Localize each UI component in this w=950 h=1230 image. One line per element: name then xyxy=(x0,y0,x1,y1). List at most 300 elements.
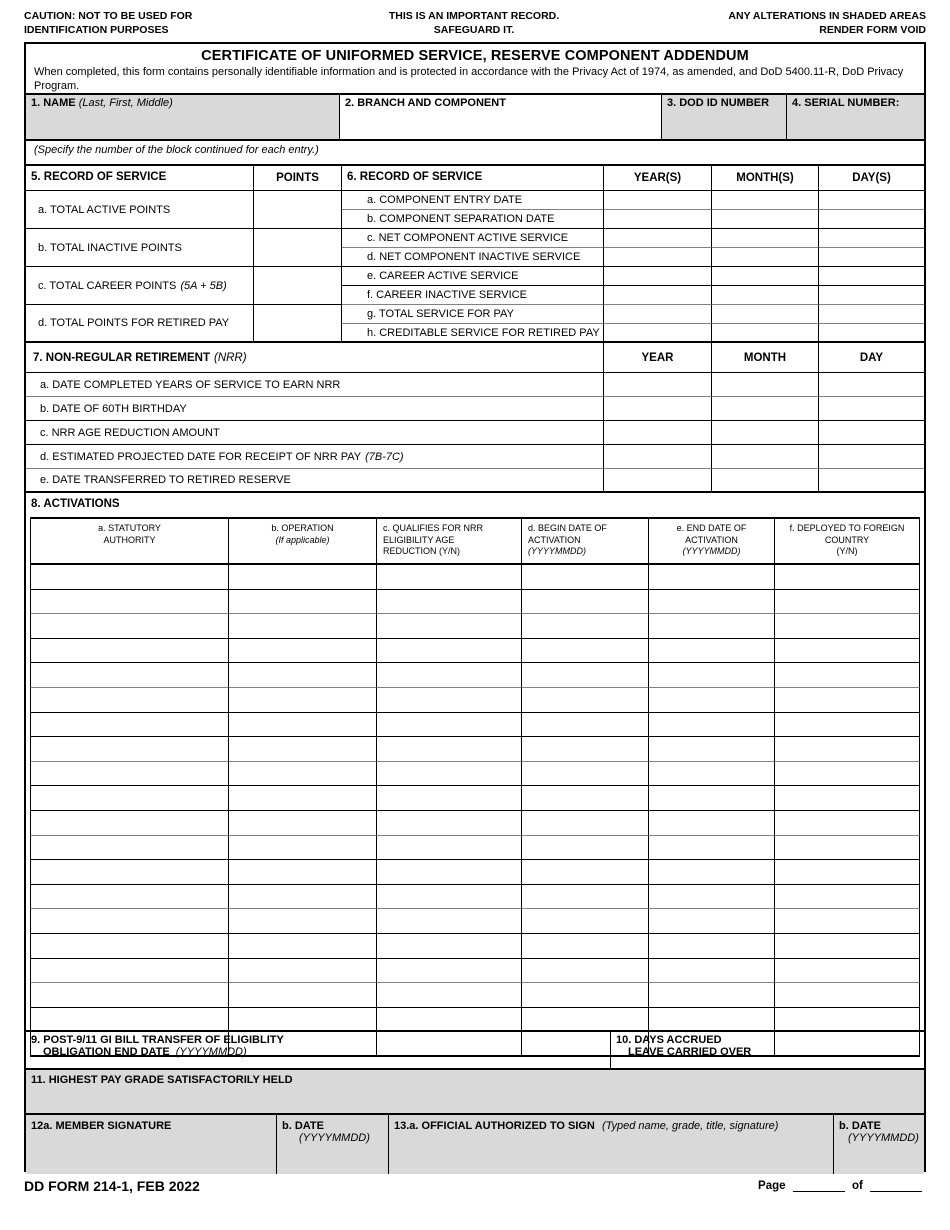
field-member-signature[interactable] xyxy=(26,1115,277,1174)
val xyxy=(819,324,924,341)
act-cell-operation[interactable] xyxy=(229,688,377,713)
act-cell-operation[interactable] xyxy=(229,811,377,836)
form-body xyxy=(24,42,926,1172)
val xyxy=(712,248,818,266)
field-serial-number[interactable] xyxy=(787,95,924,141)
act-col-b-line2: (If applicable) xyxy=(275,534,330,545)
act-cell-begin-date[interactable] xyxy=(522,713,649,738)
input-nrr-d-month[interactable] xyxy=(712,445,819,469)
official-signature-label: 13.a. OFFICIAL AUTHORIZED TO SIGN xyxy=(394,1120,595,1132)
row-nrr-transferred-label: e. DATE TRANSFERRED TO RETIRED RESERVE xyxy=(40,474,291,486)
act-cell-end-date[interactable] xyxy=(649,934,775,959)
important-record-notice xyxy=(314,10,634,37)
act-cell-operation[interactable] xyxy=(229,737,377,762)
act-cell-end-date[interactable] xyxy=(649,836,775,861)
input-nrr-d-year[interactable] xyxy=(604,445,712,469)
val xyxy=(819,421,924,444)
official-date-label: b. DATE xyxy=(839,1120,881,1132)
act-cell-qualifies-nrr[interactable] xyxy=(377,688,522,713)
section-7-title: 7. NON-REGULAR RETIREMENT xyxy=(33,351,210,364)
act-cell-begin-date[interactable] xyxy=(522,590,649,615)
val xyxy=(604,469,711,491)
privacy-statement: When completed, this form contains personally identifiable information and is protected in accordance with the Privacy Act of 1974, as amended, and DoD 5400.11-R, DoD Privacy Program. xyxy=(34,66,904,92)
act-cell-begin-date[interactable] xyxy=(522,959,649,984)
act-cell-qualifies-nrr[interactable] xyxy=(377,909,522,934)
val xyxy=(604,248,711,266)
act-cell-begin-date[interactable] xyxy=(522,762,649,787)
act-cell-begin-date[interactable] xyxy=(522,663,649,688)
val xyxy=(712,210,818,228)
act-cell-qualifies-nrr[interactable] xyxy=(377,737,522,762)
act-cell-operation[interactable] xyxy=(229,885,377,910)
act-cell-operation[interactable] xyxy=(229,909,377,934)
act-cell-statutory-authority[interactable] xyxy=(30,1008,229,1033)
row-total-career-points xyxy=(26,267,254,305)
input-nrr-a-day[interactable] xyxy=(819,373,924,397)
act-cell-statutory-authority[interactable] xyxy=(30,590,229,615)
act-col-f-line3: (Y/N) xyxy=(836,546,858,556)
row-net-component-inactive-service xyxy=(342,248,604,267)
title-block xyxy=(26,44,924,95)
act-cell-deployed-foreign[interactable] xyxy=(775,1008,920,1033)
act-col-c-line1: c. QUALIFIES FOR NRR xyxy=(383,523,484,533)
field-branch-value xyxy=(340,109,661,111)
input-career-inactive-month[interactable] xyxy=(712,286,819,305)
val xyxy=(604,445,711,468)
row-net-component-active-service xyxy=(342,229,604,248)
input-total-career-points-value xyxy=(254,267,341,304)
act-cell-end-date[interactable] xyxy=(649,959,775,984)
page-number-input[interactable] xyxy=(793,1191,845,1192)
act-cell-operation[interactable] xyxy=(229,983,377,1008)
val xyxy=(819,229,924,247)
act-cell-deployed-foreign[interactable] xyxy=(775,836,920,861)
act-cell-deployed-foreign[interactable] xyxy=(775,959,920,984)
nrr-col-day-label: DAY xyxy=(859,351,884,364)
act-cell-deployed-foreign[interactable] xyxy=(775,590,920,615)
act-cell-deployed-foreign[interactable] xyxy=(775,663,920,688)
act-cell-deployed-foreign[interactable] xyxy=(775,885,920,910)
field-days-accrued-leave[interactable] xyxy=(611,1030,924,1070)
row-component-separation-date-label: b. COMPONENT SEPARATION DATE xyxy=(367,213,555,225)
val xyxy=(712,191,818,209)
official-date-hint: (YYYYMMDD) xyxy=(848,1132,919,1144)
act-cell-statutory-authority[interactable] xyxy=(30,639,229,664)
input-nrr-b-day[interactable] xyxy=(819,397,924,421)
val xyxy=(819,248,924,266)
val xyxy=(712,324,818,341)
act-cell-begin-date[interactable] xyxy=(522,688,649,713)
act-col-qualifies-nrr xyxy=(377,517,522,565)
act-cell-operation[interactable] xyxy=(229,663,377,688)
act-cell-begin-date[interactable] xyxy=(522,909,649,934)
act-cell-statutory-authority[interactable] xyxy=(30,909,229,934)
section-6-title: 6. RECORD OF SERVICE xyxy=(347,171,483,183)
act-cell-qualifies-nrr[interactable] xyxy=(377,934,522,959)
act-col-statutory-authority xyxy=(30,517,229,565)
act-cell-qualifies-nrr[interactable] xyxy=(377,1008,522,1033)
input-nrr-e-month[interactable] xyxy=(712,469,819,493)
row-total-active-points-label: a. TOTAL ACTIVE POINTS xyxy=(38,203,171,216)
row-total-inactive-points xyxy=(26,229,254,267)
caution-banner xyxy=(24,10,926,38)
act-cell-statutory-authority[interactable] xyxy=(30,614,229,639)
val xyxy=(712,373,818,396)
nrr-col-header-year xyxy=(604,343,712,373)
act-cell-deployed-foreign[interactable] xyxy=(775,639,920,664)
input-nrr-c-year[interactable] xyxy=(604,421,712,445)
row-total-inactive-points-label: b. TOTAL INACTIVE POINTS xyxy=(38,241,182,254)
row-career-active-service xyxy=(342,267,604,286)
input-total-points-retired-pay[interactable] xyxy=(254,305,342,343)
row-creditable-service-retired-pay xyxy=(342,324,604,343)
official-signature-value xyxy=(389,1132,833,1134)
act-cell-statutory-authority[interactable] xyxy=(30,885,229,910)
act-cell-deployed-foreign[interactable] xyxy=(775,614,920,639)
col-header-months xyxy=(712,166,819,191)
act-cell-end-date[interactable] xyxy=(649,1008,775,1033)
row-component-entry-date-label: a. COMPONENT ENTRY DATE xyxy=(367,194,523,206)
act-cell-begin-date[interactable] xyxy=(522,639,649,664)
input-total-service-pay-month[interactable] xyxy=(712,305,819,324)
post911-label-line1: 9. POST-9/11 GI BILL TRANSFER OF ELIGIBLITY xyxy=(31,1034,284,1046)
warning-line2: RENDER FORM VOID xyxy=(819,23,926,36)
act-cell-end-date[interactable] xyxy=(649,688,775,713)
caution-left-line2: IDENTIFICATION PURPOSES xyxy=(24,23,169,36)
act-cell-end-date[interactable] xyxy=(649,663,775,688)
act-cell-statutory-authority[interactable] xyxy=(30,836,229,861)
section-5-title: 5. RECORD OF SERVICE xyxy=(31,171,167,183)
field-dod-id[interactable] xyxy=(662,95,787,141)
input-career-active-day[interactable] xyxy=(819,267,924,286)
alterations-warning xyxy=(728,10,926,37)
pay-grade-value xyxy=(26,1086,924,1088)
act-cell-qualifies-nrr[interactable] xyxy=(377,713,522,738)
act-cell-end-date[interactable] xyxy=(649,737,775,762)
input-career-inactive-day[interactable] xyxy=(819,286,924,305)
nrr-col-header-month xyxy=(712,343,819,373)
row-nrr-age-reduction xyxy=(26,421,604,445)
row-total-career-points-label: c. TOTAL CAREER POINTS xyxy=(38,279,177,292)
act-cell-statutory-authority[interactable] xyxy=(30,713,229,738)
input-nrr-b-month[interactable] xyxy=(712,397,819,421)
val xyxy=(819,210,924,228)
act-cell-deployed-foreign[interactable] xyxy=(775,983,920,1008)
act-col-d-line3: (YYYYMMDD) xyxy=(528,546,586,556)
official-signature-hint: (Typed name, grade, title, signature) xyxy=(601,1120,779,1132)
act-cell-deployed-foreign[interactable] xyxy=(775,909,920,934)
input-net-component-active-day[interactable] xyxy=(819,229,924,248)
page-total-input[interactable] xyxy=(870,1191,922,1192)
row-creditable-service-label: h. CREDITABLE SERVICE FOR RETIRED PAY xyxy=(367,326,600,339)
act-cell-end-date[interactable] xyxy=(649,614,775,639)
act-cell-begin-date[interactable] xyxy=(522,885,649,910)
act-cell-end-date[interactable] xyxy=(649,860,775,885)
input-nrr-b-year[interactable] xyxy=(604,397,712,421)
member-date-label: b. DATE xyxy=(282,1120,324,1132)
row-total-career-points-formula: (5A + 5B) xyxy=(180,279,227,292)
act-cell-end-date[interactable] xyxy=(649,639,775,664)
field-dod-id-label: 3. DOD ID NUMBER xyxy=(667,97,770,109)
input-creditable-service-day[interactable] xyxy=(819,324,924,343)
input-nrr-e-day[interactable] xyxy=(819,469,924,493)
input-nrr-c-month[interactable] xyxy=(712,421,819,445)
input-component-entry-date-day[interactable] xyxy=(819,191,924,210)
val xyxy=(819,191,924,209)
input-total-points-retired-pay-value xyxy=(254,305,341,341)
act-cell-operation[interactable] xyxy=(229,836,377,861)
input-net-component-inactive-year[interactable] xyxy=(604,248,712,267)
field-official-signature[interactable] xyxy=(389,1115,834,1174)
field-serial-value xyxy=(787,109,924,111)
act-cell-statutory-authority[interactable] xyxy=(30,860,229,885)
val xyxy=(712,229,818,247)
input-career-inactive-year[interactable] xyxy=(604,286,712,305)
act-cell-qualifies-nrr[interactable] xyxy=(377,836,522,861)
act-cell-end-date[interactable] xyxy=(649,565,775,590)
act-cell-end-date[interactable] xyxy=(649,786,775,811)
act-cell-operation[interactable] xyxy=(229,614,377,639)
act-cell-operation[interactable] xyxy=(229,639,377,664)
act-col-a-line2: AUTHORITY xyxy=(103,534,156,545)
row-nrr-60th-birthday-label: b. DATE OF 60TH BIRTHDAY xyxy=(40,402,187,415)
act-cell-qualifies-nrr[interactable] xyxy=(377,639,522,664)
input-total-inactive-points[interactable] xyxy=(254,229,342,267)
input-total-career-points[interactable] xyxy=(254,267,342,305)
field-branch-component[interactable] xyxy=(340,95,662,141)
form-footer xyxy=(24,1178,926,1208)
act-cell-operation[interactable] xyxy=(229,762,377,787)
leave-label-line1: 10. DAYS ACCRUED xyxy=(616,1034,722,1046)
act-cell-statutory-authority[interactable] xyxy=(30,983,229,1008)
input-creditable-service-year[interactable] xyxy=(604,324,712,343)
val xyxy=(712,469,818,491)
leave-label-line2: LEAVE CARRIED OVER xyxy=(628,1046,752,1058)
act-cell-statutory-authority[interactable] xyxy=(30,762,229,787)
val xyxy=(712,445,818,468)
act-cell-deployed-foreign[interactable] xyxy=(775,934,920,959)
act-cell-begin-date[interactable] xyxy=(522,786,649,811)
input-component-separation-date-year[interactable] xyxy=(604,210,712,229)
input-total-inactive-points-value xyxy=(254,229,341,266)
act-col-d-line2: ACTIVATION xyxy=(528,534,581,545)
act-cell-end-date[interactable] xyxy=(649,811,775,836)
row-nrr-transferred-retired-reserve xyxy=(26,469,604,493)
input-nrr-c-day[interactable] xyxy=(819,421,924,445)
input-creditable-service-month[interactable] xyxy=(712,324,819,343)
val xyxy=(819,445,924,468)
act-cell-begin-date[interactable] xyxy=(522,860,649,885)
act-cell-begin-date[interactable] xyxy=(522,934,649,959)
act-cell-statutory-authority[interactable] xyxy=(30,688,229,713)
input-component-entry-date-month[interactable] xyxy=(712,191,819,210)
col-header-years xyxy=(604,166,712,191)
act-cell-qualifies-nrr[interactable] xyxy=(377,983,522,1008)
act-cell-operation[interactable] xyxy=(229,786,377,811)
act-cell-statutory-authority[interactable] xyxy=(30,959,229,984)
input-net-component-active-month[interactable] xyxy=(712,229,819,248)
act-cell-begin-date[interactable] xyxy=(522,737,649,762)
row-nrr-date-completed xyxy=(26,373,604,397)
caution-left xyxy=(24,10,192,37)
act-cell-end-date[interactable] xyxy=(649,762,775,787)
act-cell-deployed-foreign[interactable] xyxy=(775,565,920,590)
act-col-c-line3: REDUCTION (Y/N) xyxy=(383,546,460,556)
act-col-operation xyxy=(229,517,377,565)
val xyxy=(712,397,818,420)
act-cell-deployed-foreign[interactable] xyxy=(775,688,920,713)
row-nrr-60th-birthday xyxy=(26,397,604,421)
act-cell-qualifies-nrr[interactable] xyxy=(377,786,522,811)
act-cell-statutory-authority[interactable] xyxy=(30,737,229,762)
col-header-years-label: YEAR(S) xyxy=(633,172,682,184)
val xyxy=(819,286,924,304)
val xyxy=(604,210,711,228)
row-component-entry-date xyxy=(342,191,604,210)
act-cell-operation[interactable] xyxy=(229,934,377,959)
act-cell-qualifies-nrr[interactable] xyxy=(377,959,522,984)
page-number-area xyxy=(758,1180,926,1192)
val xyxy=(712,421,818,444)
continuation-note-text: (Specify the number of the block continued for each entry.) xyxy=(34,144,319,156)
row-total-points-retired-pay-label: d. TOTAL POINTS FOR RETIRED PAY xyxy=(38,317,230,329)
act-cell-begin-date[interactable] xyxy=(522,1008,649,1033)
act-cell-begin-date[interactable] xyxy=(522,983,649,1008)
act-cell-begin-date[interactable] xyxy=(522,565,649,590)
input-net-component-inactive-day[interactable] xyxy=(819,248,924,267)
row-component-separation-date xyxy=(342,210,604,229)
act-cell-qualifies-nrr[interactable] xyxy=(377,565,522,590)
notice-line1: THIS IS AN IMPORTANT RECORD. xyxy=(388,10,560,22)
field-serial-label: 4. SERIAL NUMBER: xyxy=(792,97,900,109)
input-total-active-points[interactable] xyxy=(254,191,342,229)
act-cell-statutory-authority[interactable] xyxy=(30,934,229,959)
val xyxy=(604,191,711,209)
page-title: CERTIFICATE OF UNIFORMED SERVICE, RESERVE COMPONENT ADDENDUM xyxy=(201,48,749,64)
val xyxy=(712,305,818,323)
act-cell-deployed-foreign[interactable] xyxy=(775,762,920,787)
field-dod-id-value xyxy=(662,109,786,111)
act-cell-begin-date[interactable] xyxy=(522,614,649,639)
act-cell-qualifies-nrr[interactable] xyxy=(377,762,522,787)
act-cell-deployed-foreign[interactable] xyxy=(775,737,920,762)
input-component-separation-date-day[interactable] xyxy=(819,210,924,229)
form-identifier: DD FORM 214-1, FEB 2022 xyxy=(24,1178,200,1194)
act-cell-operation[interactable] xyxy=(229,565,377,590)
act-cell-qualifies-nrr[interactable] xyxy=(377,885,522,910)
input-component-separation-date-month[interactable] xyxy=(712,210,819,229)
field-member-date[interactable] xyxy=(277,1115,389,1174)
act-cell-statutory-authority[interactable] xyxy=(30,565,229,590)
act-cell-operation[interactable] xyxy=(229,1008,377,1033)
input-nrr-d-day[interactable] xyxy=(819,445,924,469)
act-col-e-line1: e. END DATE OF xyxy=(676,523,747,533)
pay-grade-label: 11. HIGHEST PAY GRADE SATISFACTORILY HELD xyxy=(31,1074,293,1086)
col-header-months-label: MONTH(S) xyxy=(736,172,794,184)
section-8-header xyxy=(26,493,924,517)
act-cell-end-date[interactable] xyxy=(649,909,775,934)
act-cell-statutory-authority[interactable] xyxy=(30,811,229,836)
input-component-entry-date-year[interactable] xyxy=(604,191,712,210)
act-cell-end-date[interactable] xyxy=(649,983,775,1008)
input-net-component-active-year[interactable] xyxy=(604,229,712,248)
act-cell-deployed-foreign[interactable] xyxy=(775,713,920,738)
act-col-c-line2: ELIGIBILITY AGE xyxy=(383,534,455,545)
caution-left-line1: CAUTION: NOT TO BE USED FOR xyxy=(24,10,193,22)
val xyxy=(604,373,711,396)
act-cell-deployed-foreign[interactable] xyxy=(775,860,920,885)
input-nrr-e-year[interactable] xyxy=(604,469,712,493)
input-total-service-pay-day[interactable] xyxy=(819,305,924,324)
section-8-title: 8. ACTIVATIONS xyxy=(31,498,120,510)
field-name[interactable] xyxy=(26,95,340,141)
field-branch-label: 2. BRANCH AND COMPONENT xyxy=(345,97,506,109)
act-cell-begin-date[interactable] xyxy=(522,811,649,836)
section-7-title-abbr: (NRR) xyxy=(213,351,247,364)
act-col-f-line2: COUNTRY xyxy=(824,534,870,545)
input-nrr-a-month[interactable] xyxy=(712,373,819,397)
col-header-days-label: DAY(S) xyxy=(852,172,891,184)
act-cell-deployed-foreign[interactable] xyxy=(775,786,920,811)
act-cell-statutory-authority[interactable] xyxy=(30,786,229,811)
act-cell-end-date[interactable] xyxy=(649,713,775,738)
act-col-e-line2: ACTIVATION xyxy=(685,534,738,545)
nrr-col-year-label: YEAR xyxy=(641,351,674,364)
act-col-begin-date xyxy=(522,517,649,565)
official-date-value xyxy=(834,1144,924,1146)
field-post911-transfer[interactable] xyxy=(26,1030,611,1070)
act-cell-operation[interactable] xyxy=(229,860,377,885)
act-cell-operation[interactable] xyxy=(229,713,377,738)
field-official-date[interactable] xyxy=(834,1115,924,1174)
act-cell-qualifies-nrr[interactable] xyxy=(377,590,522,615)
act-col-end-date xyxy=(649,517,775,565)
val xyxy=(604,421,711,444)
row-net-component-active-service-label: c. NET COMPONENT ACTIVE SERVICE xyxy=(367,232,569,244)
field-highest-pay-grade[interactable] xyxy=(26,1070,924,1115)
notice-line2: SAFEGUARD IT. xyxy=(433,23,515,36)
row-nrr-projected-date-label: d. ESTIMATED PROJECTED DATE FOR RECEIPT OF NRR PAY xyxy=(40,450,362,463)
input-total-service-pay-year[interactable] xyxy=(604,305,712,324)
nrr-col-month-label: MONTH xyxy=(743,351,787,364)
act-cell-begin-date[interactable] xyxy=(522,836,649,861)
act-cell-operation[interactable] xyxy=(229,590,377,615)
act-cell-end-date[interactable] xyxy=(649,590,775,615)
val xyxy=(712,267,818,285)
act-col-deployed-foreign xyxy=(775,517,920,565)
act-cell-end-date[interactable] xyxy=(649,885,775,910)
post911-label-hint: (YYYYMMDD) xyxy=(175,1046,247,1058)
input-career-active-month[interactable] xyxy=(712,267,819,286)
row-total-points-retired-pay xyxy=(26,305,254,343)
input-career-active-year[interactable] xyxy=(604,267,712,286)
act-cell-statutory-authority[interactable] xyxy=(30,663,229,688)
section-6-header xyxy=(342,166,604,191)
act-cell-qualifies-nrr[interactable] xyxy=(377,811,522,836)
val xyxy=(819,305,924,323)
input-net-component-inactive-month[interactable] xyxy=(712,248,819,267)
act-cell-qualifies-nrr[interactable] xyxy=(377,860,522,885)
act-cell-qualifies-nrr[interactable] xyxy=(377,614,522,639)
act-cell-qualifies-nrr[interactable] xyxy=(377,663,522,688)
act-cell-deployed-foreign[interactable] xyxy=(775,811,920,836)
continuation-note xyxy=(26,141,924,166)
points-header xyxy=(254,166,342,191)
input-nrr-a-year[interactable] xyxy=(604,373,712,397)
val xyxy=(604,305,711,323)
val xyxy=(819,397,924,420)
act-cell-operation[interactable] xyxy=(229,959,377,984)
